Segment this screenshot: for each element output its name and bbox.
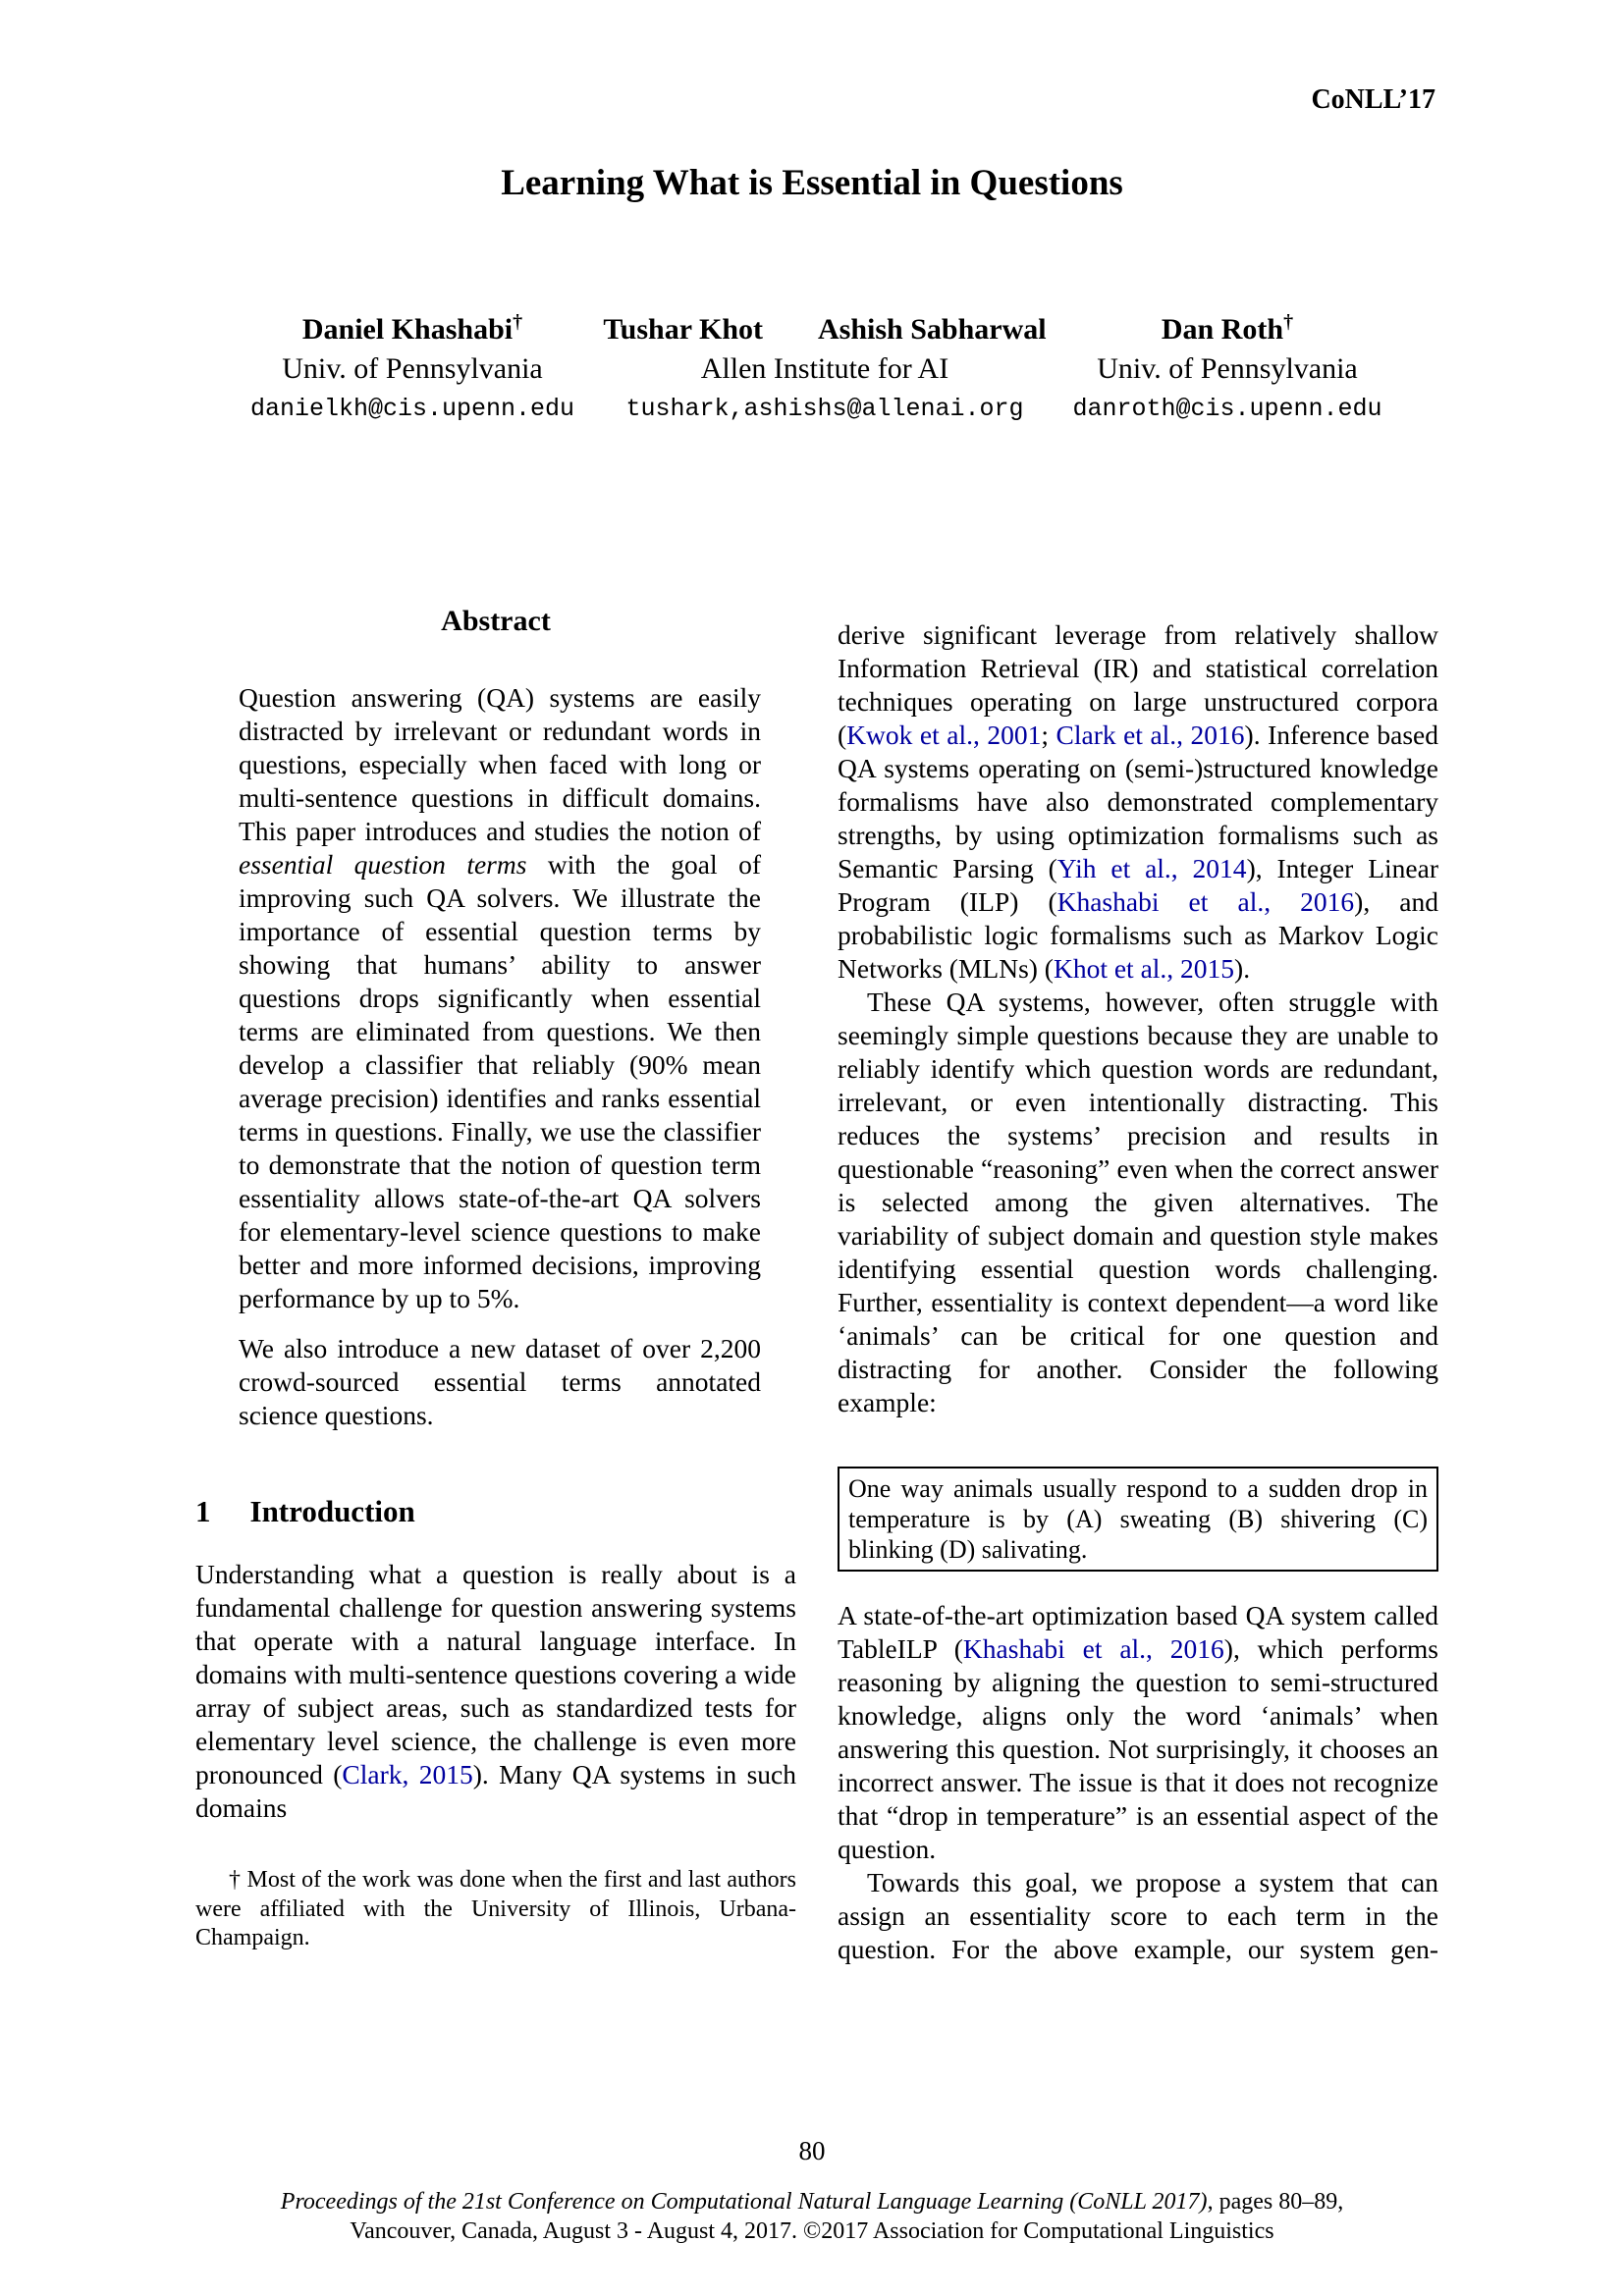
- citation-link[interactable]: Khashabi et al., 2016: [1056, 886, 1355, 917]
- proceedings-line-1: Proceedings of the 21st Conference on Computational Natural Language Learning (CoNLL 2017), pages 80–89,: [280, 2189, 1344, 2215]
- author-affiliation: Univ. of Pennsylvania: [1097, 352, 1358, 385]
- page-number: 80: [798, 2136, 826, 2165]
- footnote-text: Most of the work was done when the first and last authors were affiliated with the University of Illinois, Urbana-Champaign.: [195, 1867, 796, 1950]
- conference-tag: CoNLL’17: [1311, 84, 1435, 115]
- author-column-1: [216, 312, 609, 423]
- text-segment: ). Many QA systems in such domains: [195, 1759, 796, 1823]
- text-segment: derive significant leverage from relatively shallow Information Retrieval (IR) and statistical correlation techniques operating on large unstructured corpora (: [838, 619, 1438, 750]
- author-email: tushark,ashishs@allenai.org: [625, 395, 1024, 423]
- abstract-paragraph: We also introduce a new dataset of over 2,200 crowd-sourced essential terms annotated science questions.: [239, 1333, 761, 1430]
- citation-link[interactable]: Yih et al., 2014: [1056, 853, 1247, 883]
- text-segment: Question answering (QA) systems are easily distracted by irrelevant or redundant words in questions, especially when faced with long or multi-sentence questions in difficult domains. This paper introduces and studies the notion of: [239, 682, 761, 846]
- intro-paragraph: [195, 1558, 796, 1825]
- footer-proceedings: [0, 2187, 1624, 2246]
- author-name: Tushar Khot: [603, 313, 763, 346]
- proceedings-line-2: Vancouver, Canada, August 3 - August 4, 2017. ©2017 Association for Computational Linguistics: [350, 2218, 1274, 2244]
- text-segment: ), and probabilistic logic formalisms such as Markov Logic Networks (MLNs) (: [838, 886, 1438, 984]
- body-paragraph: [838, 1599, 1438, 1866]
- footnote-marker: †: [229, 1867, 242, 1893]
- text-segment: ;: [1041, 720, 1056, 750]
- citation-link[interactable]: Khashabi et al., 2016: [962, 1633, 1224, 1664]
- abstract-body: [239, 681, 761, 1432]
- left-column: [195, 605, 796, 1977]
- citation-link[interactable]: Clark, 2015: [342, 1759, 473, 1789]
- section-heading-introduction: [195, 1495, 796, 1528]
- body-paragraph: Towards this goal, we propose a system that can assign an essentiality score to each term in the question. For the above example, our system gen-: [838, 1867, 1438, 1964]
- text-segment: ). Inference based QA systems operating on (semi-)structured knowledge formalisms have also demonstrated complementary strengths, by using optimization formalisms such as Semantic Parsing (: [838, 720, 1438, 883]
- body-paragraph: [838, 618, 1438, 986]
- citation-link[interactable]: Khot et al., 2015: [1053, 953, 1235, 984]
- right-column: [838, 618, 1438, 1966]
- paper-title: Learning What is Essential in Questions: [501, 163, 1123, 203]
- text-segment: ), Integer Linear Program (ILP) (: [838, 853, 1438, 917]
- citation-link[interactable]: Kwok et al., 2001: [846, 720, 1042, 750]
- dagger-mark: †: [513, 311, 523, 333]
- section-number: 1: [195, 1494, 211, 1528]
- author-name: Daniel Khashabi†: [301, 311, 523, 346]
- section-title: Introduction: [249, 1494, 415, 1528]
- author-affiliation: Univ. of Pennsylvania: [282, 352, 543, 385]
- dagger-mark: †: [1283, 311, 1294, 333]
- text-segment: ).: [1234, 953, 1251, 984]
- author-column-3: [1031, 312, 1424, 423]
- author-email: danroth@cis.upenn.edu: [1072, 395, 1382, 423]
- footnote: [195, 1866, 796, 1953]
- author-name: Ashish Sabharwal: [818, 313, 1047, 346]
- body-paragraph: These QA systems, however, often struggle with seemingly simple questions because they are unable to reliably identify which question words are redundant, irrelevant, or even intentionally distracting. This reduces the systems’ precision and results in questionable “reasoning” even when the correct answer is selected among the given alternatives. The variability of subject domain and question style makes identifying essential question words challenging. Further, essentiality is context dependent—a word like ‘animals’ can be critical for one question and distracting for another. Consider the following example:: [838, 987, 1438, 1417]
- abstract-paragraph: [239, 681, 761, 1315]
- text-segment: with the goal of improving such QA solvers. We illustrate the importance of essential question terms by showing that humans’ ability to answer questions drops significantly when essential terms are eliminated from questions. We then develop a classifier that reliably (90% mean average precision) identifies and ranks essential terms in questions. Finally, we use the classifier to demonstrate that the notion of question term essentiality allows state-of-the-art QA solvers for elementary-level science questions to make better and more informed decisions, improving performance by up to 5%.: [239, 849, 761, 1313]
- author-email: danielkh@cis.upenn.edu: [249, 395, 575, 423]
- text-segment: Understanding what a question is really about is a fundamental challenge for question answering systems that operate with a natural language interface. In domains with multi-sentence questions covering a wide array of subject areas, such as standardized tests for elementary level science, the challenge is even more pronounced (: [195, 1559, 796, 1789]
- author-name: Dan Roth†: [1161, 311, 1294, 346]
- abstract-heading: Abstract: [441, 605, 551, 637]
- author-affiliation: Allen Institute for AI: [700, 352, 949, 385]
- example-question-box: One way animals usually respond to a sudden drop in temperature is by (A) sweating (B) shivering (C) blinking (D) salivating.: [838, 1467, 1438, 1572]
- text-segment: A state-of-the-art optimization based QA system called TableILP (: [838, 1600, 1438, 1664]
- author-column-2: [589, 312, 1060, 423]
- citation-link[interactable]: Clark et al., 2016: [1056, 720, 1245, 750]
- text-segment: essential question terms: [239, 849, 527, 880]
- proceedings-title: Proceedings of the 21st Conference on Computational Natural Language Learning (CoNLL 2017): [280, 2189, 1208, 2215]
- text-segment: ), which performs reasoning by aligning the question to semi-structured knowledge, aligns only the word ‘animals’ when answering this question. Not surprisingly, it chooses an incorrect answer. The issue is that it does not recognize that “drop in temperature” is an essential aspect of the question.: [838, 1633, 1438, 1864]
